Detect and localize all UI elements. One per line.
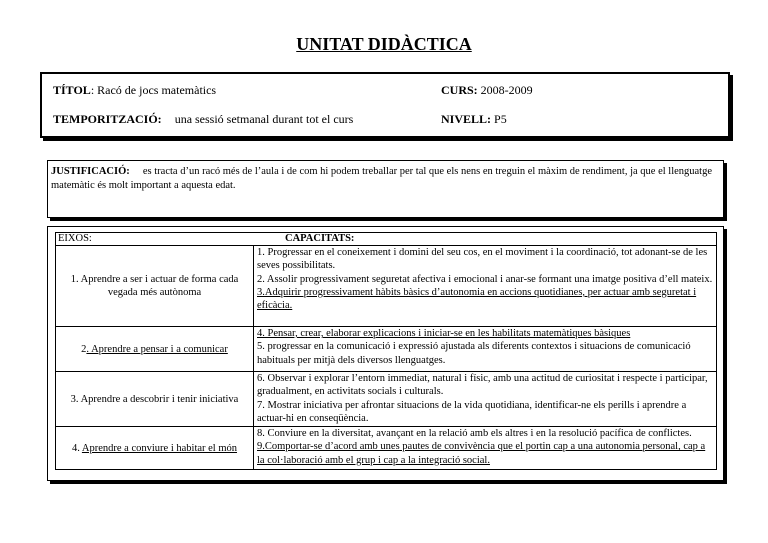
eix-cell xyxy=(56,372,254,426)
temporitzacio-label: TEMPORITZACIÓ: xyxy=(53,112,162,126)
page-title: UNITAT DIDÀCTICA xyxy=(296,34,472,54)
nivell-value: P5 xyxy=(494,112,507,126)
capacitats-cell xyxy=(254,246,716,326)
capacitats-cell xyxy=(254,327,716,371)
eix-number: 2 xyxy=(81,343,87,355)
justificacio-label: JUSTIFICACIÓ: xyxy=(51,166,130,177)
titol-value: : Racó de jocs matemàtics xyxy=(90,83,217,97)
titol-label: TÍTOL xyxy=(53,83,91,97)
temporitzacio-field xyxy=(53,112,353,127)
curs-label: CURS: xyxy=(441,83,478,97)
curs-value: 2008-2009 xyxy=(480,83,533,97)
eixos-capacitats-table xyxy=(55,232,717,470)
capacitat-item: 9.Comportar-se d’acord amb unes pautes de convivència que el portin cap a una autonomia personal, cap a la col·laboració amb el grup i cap a la integració social. xyxy=(257,441,706,466)
eix-text: 3. Aprendre a descobrir i tenir iniciativa xyxy=(70,393,239,405)
table-row xyxy=(56,371,716,426)
capacitat-item: 1. Progressar en el coneixement i domini del seu cos, en el moviment i la coordinació, tot adonant-se de les seves possibilitats. xyxy=(257,247,708,272)
justificacio-paragraph xyxy=(51,165,719,193)
eix-number: 4. xyxy=(71,442,82,454)
table-row xyxy=(56,426,716,469)
capacitat-item: 7. Mostrar iniciativa per afrontar situacions de la vida quotidiana, identificar-ne els perills i aprendre a actuar-hi en conseqüència. xyxy=(257,399,687,424)
temporitzacio-value: una sessió setmanal durant tot el curs xyxy=(174,112,354,126)
capacitat-item: 2. Assolir progressivament seguretat afectiva i emocional i anar-se formant una imatge positiva d’ell mateix. xyxy=(257,273,713,285)
table-header xyxy=(56,233,716,245)
capacitat-item: 3.Adquirir progressivament hàbits bàsics d’autonomia en accions quotidianes, per actuar amb seguretat i eficàcia. xyxy=(257,286,697,312)
capacitats-cell xyxy=(254,427,716,469)
titol-field xyxy=(53,83,216,98)
eix-text: 1. Aprendre a ser i actuar de forma cada vegada més autònoma xyxy=(70,274,239,298)
curs-field xyxy=(441,83,533,98)
table-row xyxy=(56,326,716,371)
capacitats-header: CAPACITATS: xyxy=(285,233,355,244)
eix-text: Aprendre a conviure i habitar el món xyxy=(81,442,238,454)
header-box xyxy=(40,72,730,138)
eixos-header: EIXOS: xyxy=(58,233,92,244)
justificacio-text: es tracta d’un racó més de l’aula i de com hi podem treballar per tal que els nens en treguin el màxim de rendiment, ja que el llenguatge matemàtic és molt important a aquesta edat. xyxy=(51,166,713,191)
table-row xyxy=(56,245,716,326)
capacitat-item: 5. progressar en la comunicació i expressió ajustada als diferents contextos i situacions de comunicació habituals per mitjà dels diversos llenguatges. xyxy=(257,341,691,366)
justificacio-box xyxy=(47,160,724,218)
capacitats-cell xyxy=(254,372,716,426)
capacitat-item: 6. Observar i explorar l’entorn immediat, natural i físic, amb una actitud de curiositat i respecte i participar, gradualment, en activitats socials i culturals. xyxy=(257,373,708,398)
eix-cell xyxy=(56,427,254,469)
capacitat-item: 4. Pensar, crear, elaborar explicacions i iniciar-se en les habilitats matemàtiques bàsiques xyxy=(257,328,631,339)
nivell-field xyxy=(441,112,507,127)
eix-cell xyxy=(56,327,254,371)
eix-text: . Aprendre a pensar i a comunicar xyxy=(86,343,228,355)
eix-cell xyxy=(56,246,254,326)
capacitat-item: 8. Conviure en la diversitat, avançant en la relació amb els altres i en la resolució pacífica de conflictes. xyxy=(257,428,692,439)
nivell-label: NIVELL: xyxy=(441,112,492,126)
